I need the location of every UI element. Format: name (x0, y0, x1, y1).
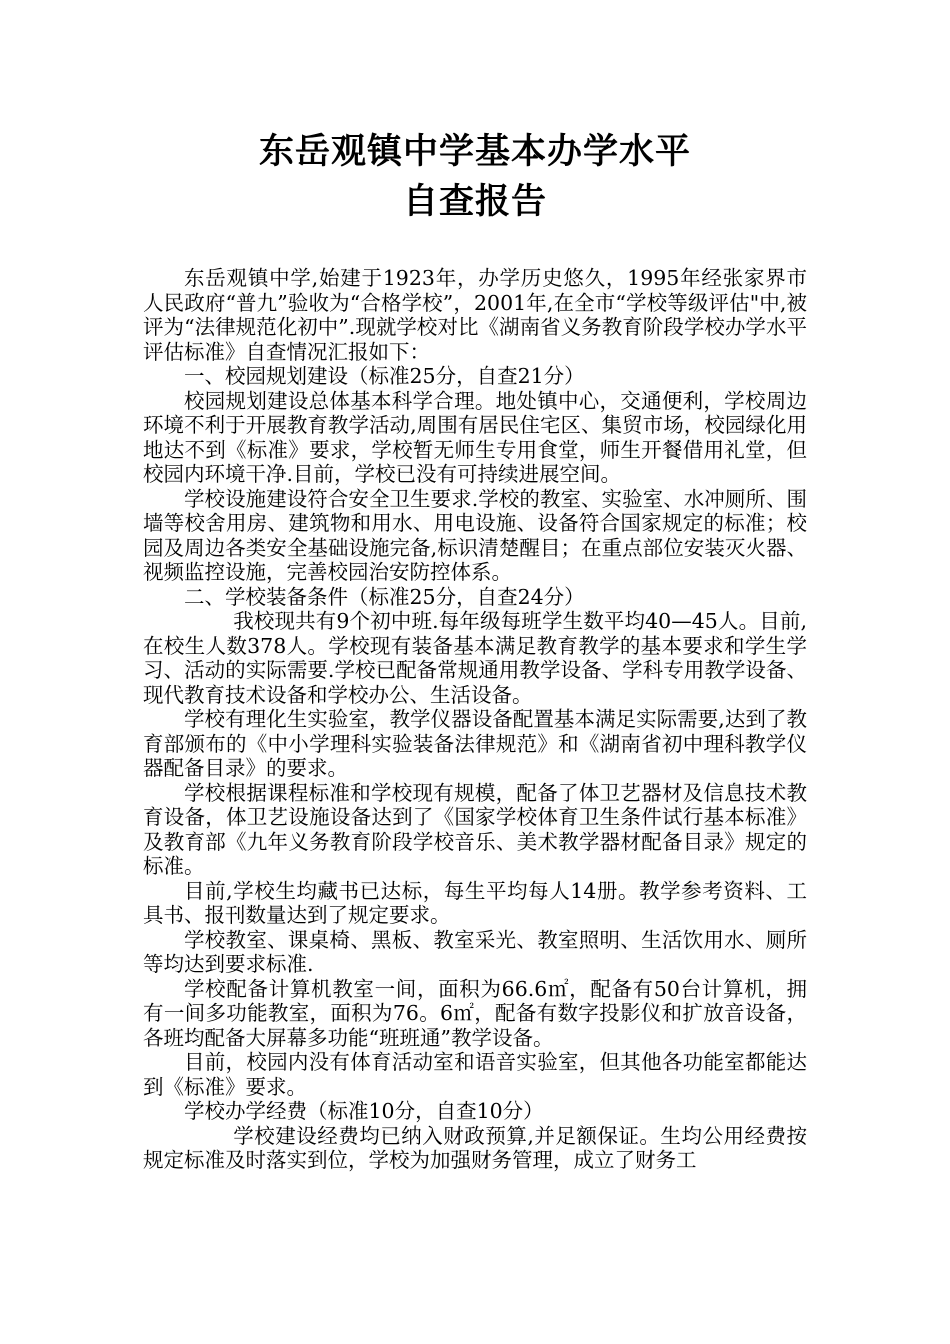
paragraph-labs: 学校有理化生实验室，教学仪器设备配置基本满足实际需要,达到了教育部颁布的《中小学理科实验装备法律规范》和《湖南省初中理科教学仪器配备目录》的要求。 (143, 707, 807, 780)
paragraph-funding: 学校建设经费均已纳入财政预算,并足额保证。生均公用经费按规定标准及时落实到位，学校为加强财务管理，成立了财务工 (143, 1123, 807, 1172)
document-title-line-1: 东岳观镇中学基本办学水平 (258, 132, 691, 172)
section-heading-campus-planning: 一、校园规划建设（标准25分，自查21分） (184, 364, 585, 388)
paragraph-library: 目前,学校生均藏书已达标，每生平均每人14册。教学参考资料、工具书、报刊数量达到了规定要求。 (143, 878, 807, 927)
paragraph-intro: 东岳观镇中学,始建于1923年，办学历史悠久，1995年经张家界市人民政府“普九”验收为“合格学校”，2001年,在全市“学校等级评估"中,被评为“法律规范化初中”.现就学校对比《湖南省义务教育阶段学校办学水平评估标准》自查情况汇报如下： (143, 266, 807, 364)
paragraph-campus-planning: 校园规划建设总体基本科学合理。地处镇中心，交通便利，学校周边环境不利于开展教育教学活动,周围有居民住宅区、集贸市场，校园绿化用地达不到《标准》要求，学校暂无师生专用食堂，师生开餐借用礼堂，但校园内环境干净.目前，学校已没有可持续进展空间。 (143, 388, 807, 486)
document-title-line-2: 自查报告 (402, 182, 547, 222)
section-heading-equipment: 二、学校装备条件（标准25分，自查24分） (184, 584, 585, 609)
paragraph-classrooms: 学校教室、课桌椅、黑板、教室采光、教室照明、生活饮用水、厕所等均达到要求标准. (143, 927, 807, 976)
paragraph-facility-safety: 学校设施建设符合安全卫生要求.学校的教室、实验室、水冲厕所、围墙等校舍用房、建筑物和用水、用电设施、设备符合国家规定的标准；校园及周边各类安全基础设施完备,标识清楚醒目；在重点部位安装灭火器、视频监控设施，完善校园治安防控体系。 (143, 486, 807, 584)
document-body (143, 266, 807, 1173)
paragraph-computer-room: 学校配备计算机教室一间，面积为66.6㎡，配备有50台计算机，拥有一间多功能教室，面积为76。6㎡，配备有数字投影仪和扩放音设备，各班均配备大屏幕多功能“班班通”教学设备。 (143, 976, 807, 1050)
section-heading-funding: 学校办学经费（标准10分，自查10分） (184, 1099, 544, 1123)
paragraph-function-rooms: 目前，校园内没有体育活动室和语音实验室，但其他各功能室都能达到《标准》要求。 (143, 1050, 807, 1099)
paragraph-class-count: 我校现共有9个初中班.每年级每班学生数平均40—45人。目前,在校生人数378人。学校现有装备基本满足教育教学的基本要求和学生学习、活动的实际需要.学校已配备常规通用教学设备、学科专用教学设备、现代教育技术设备和学校办公、生活设备。 (143, 609, 807, 707)
paragraph-sports-arts-equipment: 学校根据课程标准和学校现有规模，配备了体卫艺器材及信息技术教育设备，体卫艺设施设备达到了《国家学校体育卫生条件试行基本标准》及教育部《九年义务教育阶段学校音乐、美术教学器材配备目录》规定的标准。 (143, 780, 807, 878)
